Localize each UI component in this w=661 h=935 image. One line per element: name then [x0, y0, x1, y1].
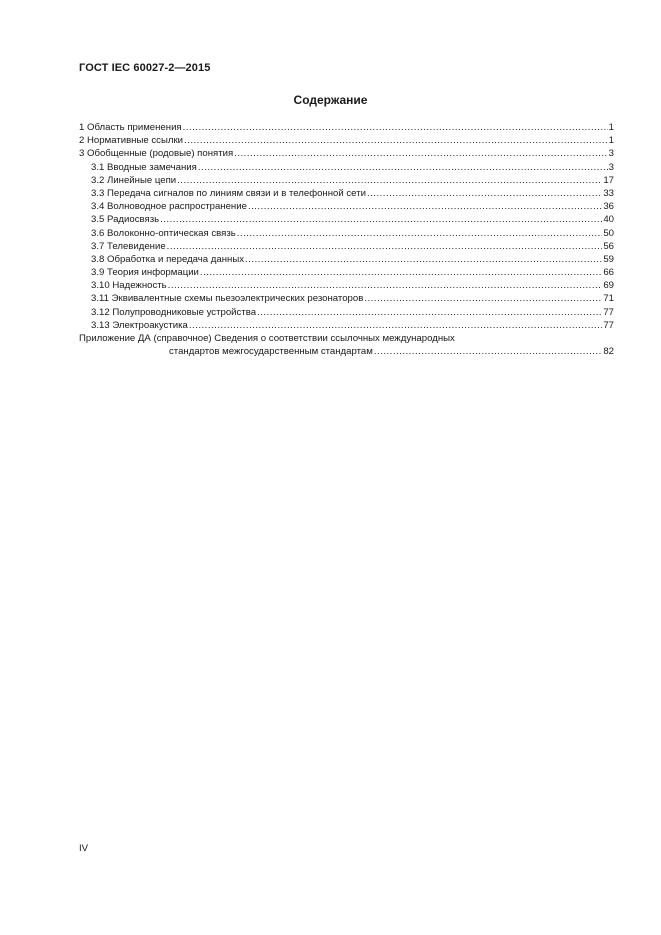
toc-entry-label: 3.8 Обработка и передача данных: [91, 253, 245, 265]
document-code: ГОСТ IEC 60027-2—2015: [79, 62, 211, 74]
toc-entry-label: 3.11 Эквивалентные схемы пьезоэлектрических резонаторов: [91, 293, 364, 305]
toc-entry-page: 56: [603, 240, 614, 252]
toc-subentry[interactable]: [79, 174, 614, 187]
toc-title: Содержание: [293, 93, 368, 107]
toc-entry-page: 3: [608, 161, 614, 173]
toc-entry-label: 3.4 Волноводное распространение: [91, 201, 247, 213]
toc-leader-dots: [184, 134, 608, 147]
toc-entry-page: 82: [603, 346, 614, 358]
toc-leader-dots: [245, 253, 602, 266]
table-of-contents: [79, 121, 614, 358]
toc-entry-page: 66: [603, 267, 614, 279]
toc-subentry[interactable]: [79, 213, 614, 226]
toc-entry-page: 69: [603, 280, 614, 292]
toc-entry-label: 3.5 Радиосвязь: [91, 214, 160, 226]
toc-entry-page: 33: [603, 187, 614, 199]
toc-appendix-entry[interactable]: [79, 345, 614, 358]
toc-entry-page: 1: [608, 135, 614, 147]
toc-leader-dots: [183, 121, 608, 134]
toc-entry-label: 3.2 Линейные цепи: [91, 174, 177, 186]
toc-entry-page: 1: [608, 122, 614, 133]
toc-subentry[interactable]: [79, 319, 614, 332]
toc-entry-page: 3: [608, 148, 614, 160]
toc-entry[interactable]: [79, 134, 614, 147]
toc-subentry[interactable]: [79, 240, 614, 253]
toc-subentry[interactable]: [79, 200, 614, 213]
toc-entry-page: 50: [603, 227, 614, 239]
toc-entry-label: 3.13 Электроакустика: [91, 319, 188, 331]
toc-entry-label: 3.6 Волоконно-оптическая связь: [91, 227, 236, 239]
toc-subentry[interactable]: [79, 279, 614, 292]
toc-leader-dots: [374, 345, 602, 358]
toc-leader-dots: [167, 240, 603, 253]
toc-entry-page: 77: [603, 306, 614, 318]
toc-entry-label: 3 Обобщенные (родовые) понятия: [79, 148, 234, 160]
toc-entry-label: 2 Нормативные ссылки: [79, 135, 184, 147]
toc-entry[interactable]: [79, 121, 614, 134]
toc-entry-page: 77: [603, 319, 614, 331]
toc-leader-dots: [364, 292, 602, 305]
toc-appendix-label: стандартов межгосударственным стандартам: [169, 346, 373, 358]
toc-leader-dots: [248, 200, 602, 213]
toc-subentry[interactable]: [79, 266, 614, 279]
toc-entry-label: 3.7 Телевидение: [91, 240, 166, 252]
toc-leader-dots: [189, 319, 602, 332]
toc-entry-page: 59: [603, 253, 614, 265]
toc-entry-page: 71: [603, 293, 614, 305]
toc-entry-label: 1 Область применения: [79, 122, 182, 133]
toc-entry-label: 3.3 Передача сигналов по линиям связи и в телефонной сети: [91, 187, 366, 199]
page-number: IV: [79, 843, 89, 854]
toc-leader-dots: [198, 161, 608, 174]
toc-entry[interactable]: [79, 147, 614, 160]
toc-entry-label: 3.10 Надежность: [91, 280, 167, 292]
toc-subentry[interactable]: [79, 253, 614, 266]
toc-entry-page: 17: [603, 174, 614, 186]
toc-entry-label: 3.9 Теория информации: [91, 267, 199, 279]
toc-leader-dots: [200, 266, 602, 279]
toc-entry-page: 36: [603, 201, 614, 213]
toc-subentry[interactable]: [79, 306, 614, 319]
toc-leader-dots: [160, 213, 602, 226]
toc-entry-page: 40: [603, 214, 614, 226]
toc-leader-dots: [234, 147, 608, 160]
toc-leader-dots: [237, 227, 603, 240]
toc-entry-label: 3.1 Вводные замечания: [91, 161, 197, 173]
toc-subentry[interactable]: [79, 292, 614, 305]
toc-entry-label: 3.12 Полупроводниковые устройства: [91, 306, 257, 318]
toc-leader-dots: [367, 187, 602, 200]
toc-appendix-title[interactable]: Приложение ДА (справочное) Сведения о соответствии ссылочных международных: [79, 333, 455, 344]
toc-subentry[interactable]: [79, 227, 614, 240]
toc-subentry[interactable]: [79, 161, 614, 174]
toc-leader-dots: [177, 174, 602, 187]
toc-subentry[interactable]: [79, 187, 614, 200]
toc-leader-dots: [257, 306, 602, 319]
toc-leader-dots: [168, 279, 603, 292]
